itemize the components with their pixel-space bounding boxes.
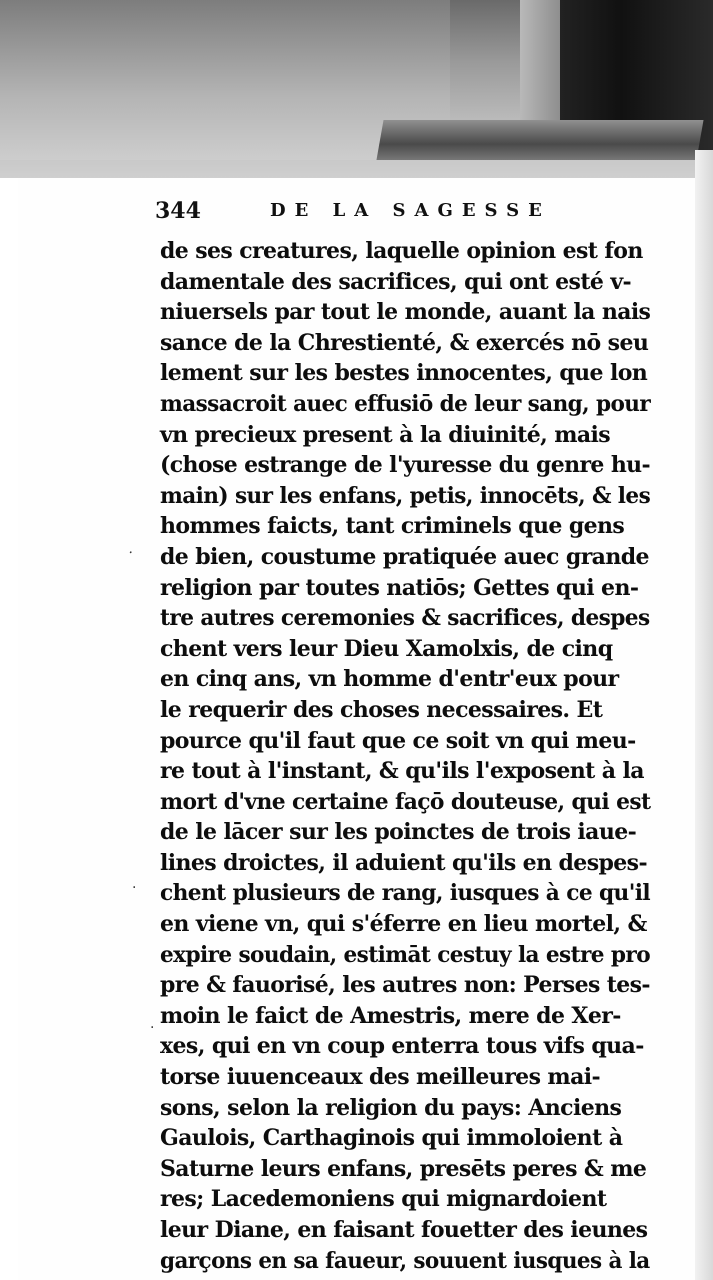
text-line: lement sur les bestes innocentes, que lon: [160, 360, 648, 387]
margin-mark-icon: ·: [132, 880, 137, 896]
text-line: expire soudain, estimāt cestuy la estre pro: [160, 941, 651, 968]
text-line: mort d'vne certaine façō douteuse, qui est: [160, 788, 651, 815]
running-head: [155, 198, 655, 234]
margin-mark-icon: ·: [123, 545, 137, 561]
text-line: Saturne leurs enfans, presēts peres & me: [160, 1155, 647, 1182]
text-line: de ses creatures, laquelle opinion est fon: [160, 238, 643, 264]
left-margin: [0, 178, 18, 1280]
text-line: vn precieux present à la diuinité, mais: [160, 421, 611, 448]
text-line: sons, selon la religion du pays: Anciens: [160, 1094, 622, 1121]
text-line: xes, qui en vn coup enterra tous vifs qua-: [160, 1033, 644, 1060]
text-line: tre autres ceremonies & sacrifices, despes: [160, 605, 650, 632]
text-line: garçons en sa faueur, souuent iusques à la: [160, 1247, 650, 1274]
text-line: de le lācer sur les poinctes de trois iaue-: [160, 819, 637, 846]
text-line: en viene vn, qui s'éferre en lieu mortel, &: [160, 911, 647, 938]
text-line: chent plusieurs de rang, iusques à ce qu'il: [160, 880, 651, 907]
text-line: le requerir des choses necessaires. Et: [160, 696, 603, 723]
right-page-shadow: [695, 150, 713, 1280]
text-line: re tout à l'instant, & qu'ils l'exposent à la: [160, 758, 644, 785]
text-line: hommes faicts, tant criminels que gens: [160, 513, 625, 540]
text-line: damentale des sacrifices, qui ont esté v-: [160, 268, 632, 295]
text-line: religion par toutes natiōs; Gettes qui en-: [160, 574, 639, 601]
body-text: [160, 236, 650, 1276]
page-number: 344: [155, 198, 201, 224]
facing-page-edge: [376, 120, 703, 160]
text-line: sance de la Chrestienté, & exercés nō seu: [160, 329, 649, 356]
text-line: pre & fauorisé, les autres non: Perses tes-: [160, 972, 650, 999]
text-line: pource qu'il faut que ce soit vn qui meu-: [160, 727, 636, 754]
running-title: DE LA SAGESSE: [270, 200, 551, 221]
text-line: main) sur les enfans, petis, innocēts, & les: [160, 482, 651, 509]
text-line: res; Lacedemoniens qui mignardoient: [160, 1186, 607, 1213]
text-line: torse iuuenceaux des meilleures mai-: [160, 1064, 601, 1091]
text-line: lines droictes, il aduient qu'ils en despes-: [160, 849, 647, 876]
text-line: niuersels par tout le monde, auant la nais: [160, 299, 651, 326]
text-line: (chose estrange de l'yuresse du genre hu-: [160, 452, 651, 479]
text-line: chent vers leur Dieu Xamolxis, de cinq: [160, 635, 613, 662]
text-line: Gaulois, Carthaginois qui immoloient à: [160, 1125, 623, 1152]
text-line: moin le faict de Amestris, mere de Xer-: [160, 1002, 621, 1029]
text-line: leur Diane, en faisant fouetter des ieunes: [160, 1217, 648, 1243]
text-line: massacroit auec effusiō de leur sang, pour: [160, 390, 651, 417]
text-line: en cinq ans, vn homme d'entr'eux pour: [160, 666, 619, 693]
text-line: de bien, coustume pratiquée auec grande: [160, 543, 649, 570]
margin-mark-icon: ·: [150, 1020, 155, 1036]
